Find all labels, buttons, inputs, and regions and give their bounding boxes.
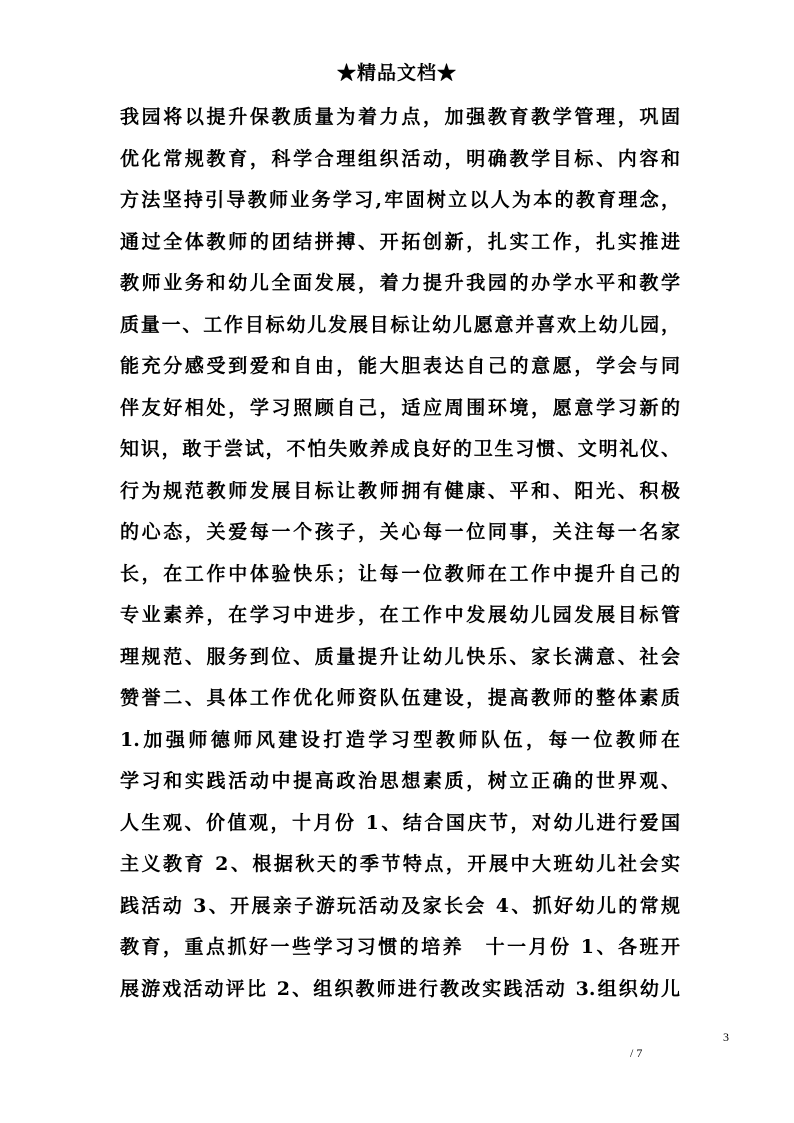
body-line: 教师业务和幼儿全面发展，着力提升我园的办学水平和教学 — [120, 272, 680, 294]
body-line: 主义教育 2、根据秋天的季节特点，开展中大班幼儿社会实 — [120, 853, 680, 875]
body-line: 行为规范教师发展目标让教师拥有健康、平和、阳光、积极 — [120, 479, 680, 502]
page-total: / 7 — [630, 1046, 643, 1060]
body-line: 方法坚持引导教师业务学习,牢固树立以人为本的教育理念， — [120, 189, 680, 211]
body-line: 人生观、价值观，十月份 1、结合国庆节，对幼儿进行爱国 — [120, 811, 680, 834]
body-line: 质量一、工作目标幼儿发展目标让幼儿愿意并喜欢上幼儿园， — [120, 313, 680, 336]
body-line: 优化常规教育，科学合理组织活动，明确教学目标、内容和 — [120, 147, 680, 170]
body-line: 学习和实践活动中提高政治思想素质，树立正确的世界观、 — [120, 770, 680, 792]
body-line: 赞誉二、具体工作优化师资队伍建设，提高教师的整体素质 — [120, 687, 680, 709]
page-number: 3 — [723, 1030, 729, 1044]
body-line: 践活动 3、开展亲子游玩活动及家长会 4、抓好幼儿的常规 — [120, 894, 680, 917]
body-line: 伴友好相处，学习照顾自己，适应周围环境，愿意学习新的 — [120, 396, 680, 419]
document-header: ★精品文档★ — [336, 62, 457, 84]
body-line: 知识，敢于尝试，不怕失败养成良好的卫生习惯、文明礼仪、 — [120, 438, 680, 460]
body-line: 专业素养，在学习中进步，在工作中发展幼儿园发展目标管 — [120, 604, 680, 626]
body-line: 的心态，关爱每一个孩子，关心每一位同事，关注每一名家 — [120, 521, 680, 543]
body-line: 教育，重点抓好一些学习习惯的培养 十一月份 1、各班开 — [120, 936, 680, 958]
body-line: 通过全体教师的团结拼搏、开拓创新，扎实工作，扎实推进 — [120, 230, 680, 253]
body-line: 我园将以提升保教质量为着力点，加强教育教学管理，巩固 — [120, 106, 680, 128]
body-line: 1.加强师德师风建设打造学习型教师队伍，每一位教师在 — [120, 728, 680, 751]
body-line: 长，在工作中体验快乐；让每一位教师在工作中提升自己的 — [120, 562, 680, 585]
body-line: 理规范、服务到位、质量提升让幼儿快乐、家长满意、社会 — [120, 645, 680, 668]
body-line: 展游戏活动评比 2、组织教师进行教改实践活动 3.组织幼儿 — [120, 977, 680, 1000]
document-body — [120, 97, 680, 1010]
body-line: 能充分感受到爱和自由，能大胆表达自己的意愿，学会与同 — [120, 355, 680, 377]
